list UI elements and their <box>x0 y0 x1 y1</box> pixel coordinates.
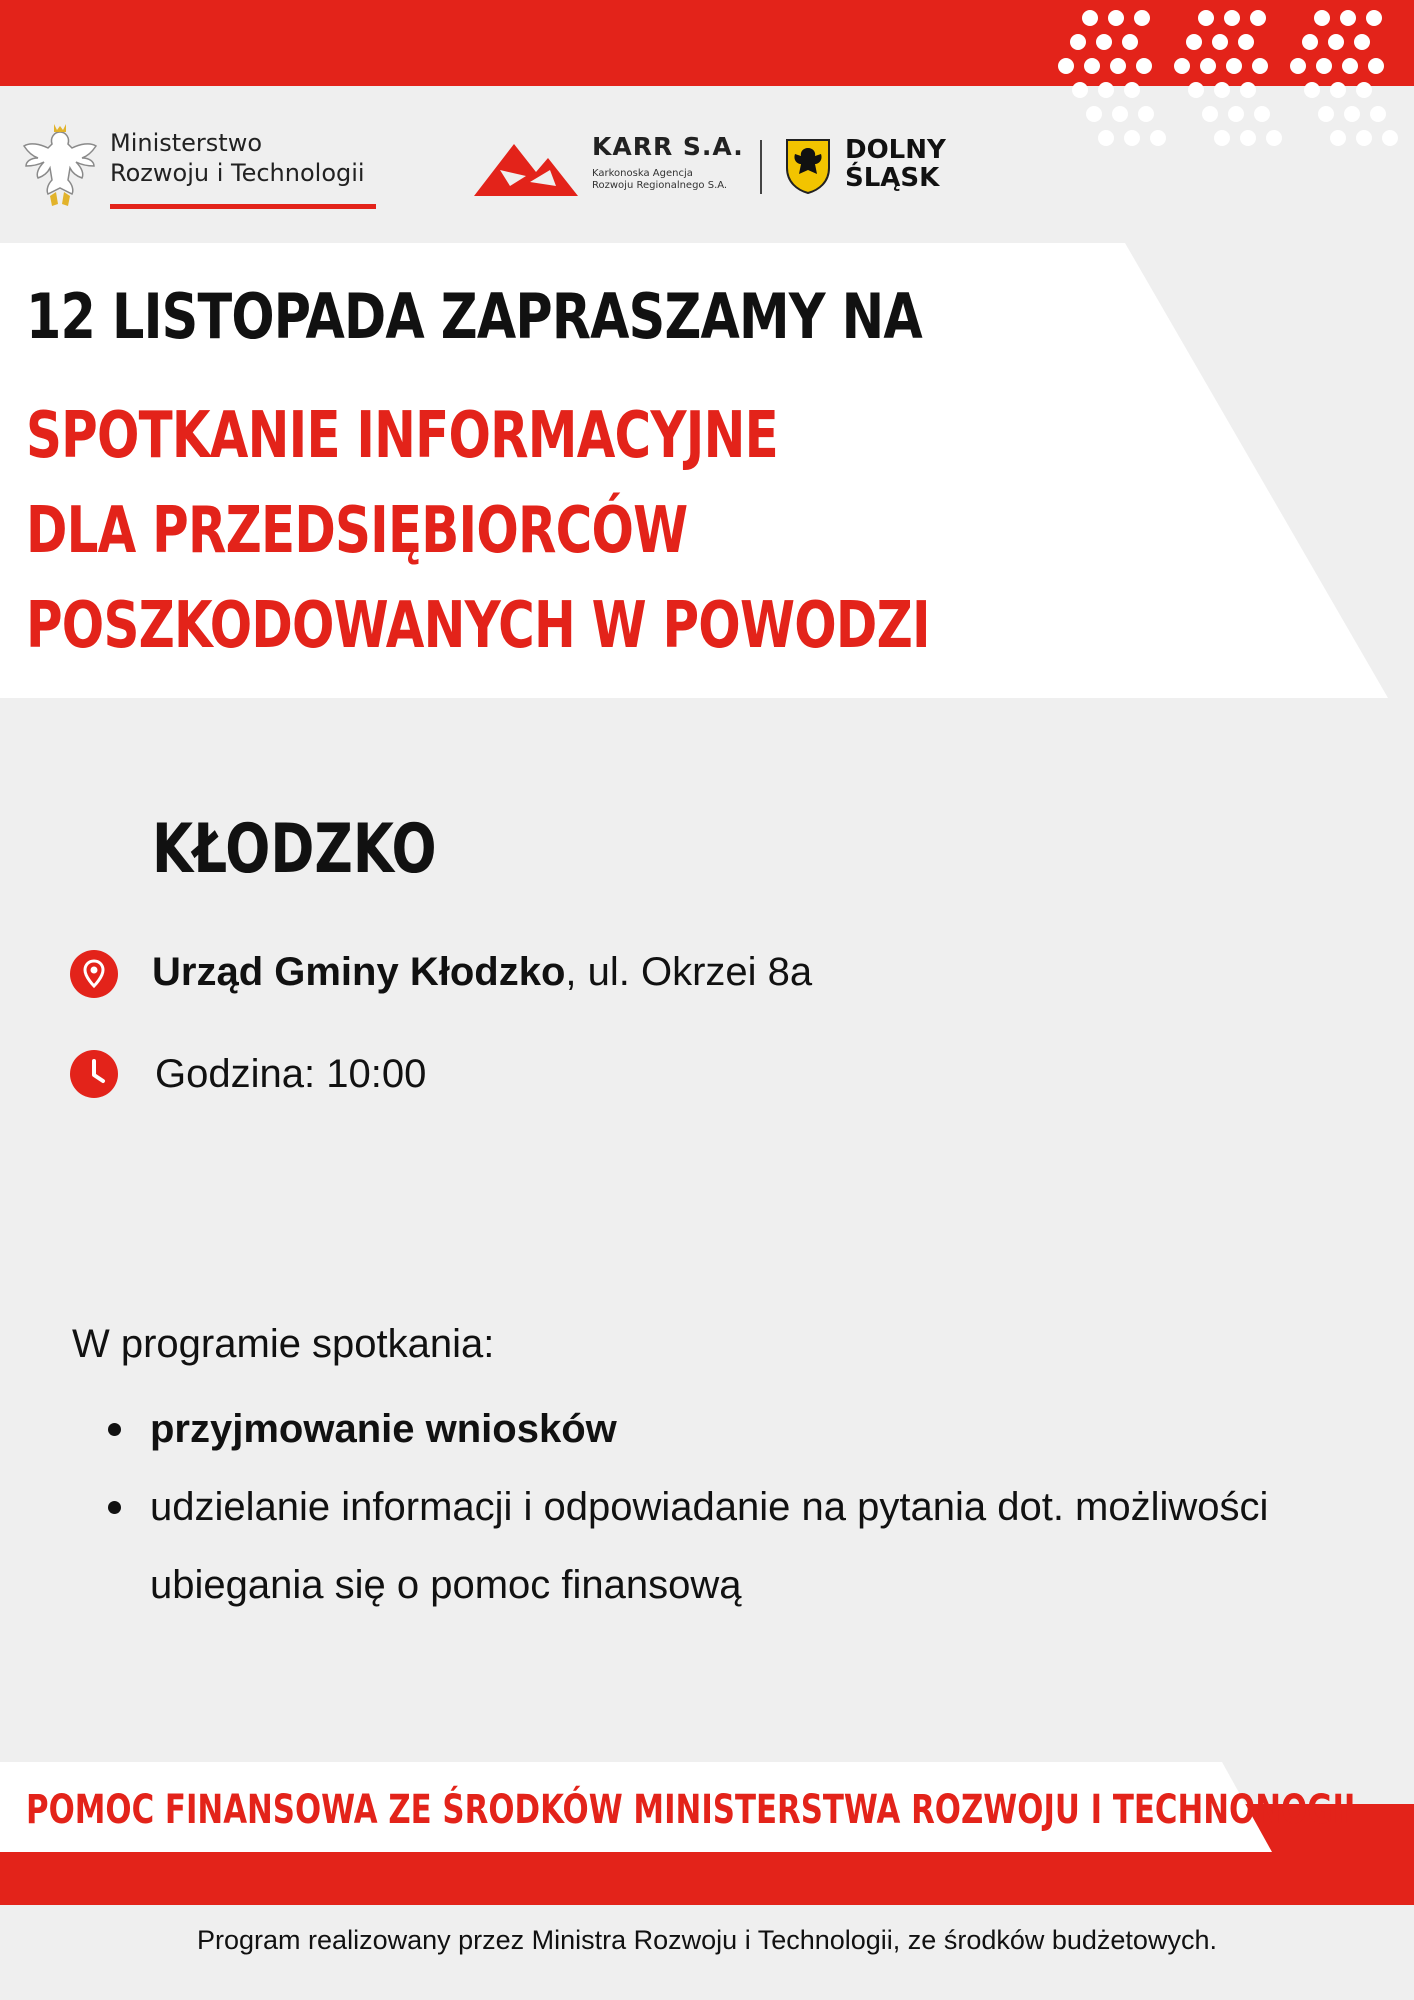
hero-event-title-line1: SPOTKANIE INFORMACYJNE <box>26 399 778 473</box>
list-item: udzielanie informacji i odpowiadanie na pytania dot. możliwości ubiegania się o pomoc finansową <box>100 1468 1360 1624</box>
event-venue: Urząd Gminy Kłodzko <box>152 950 566 994</box>
ministry-name <box>110 128 365 188</box>
dolny-slask-crest-icon <box>785 138 831 194</box>
event-street: , ul. Okrzei 8a <box>565 950 813 994</box>
region-name <box>845 136 946 192</box>
hero-event-title-line3: POSZKODOWANYCH W POWODZI <box>26 589 930 663</box>
clock-icon <box>70 1050 118 1098</box>
karr-subtitle <box>592 168 727 192</box>
region-name-line1: DOLNY <box>845 135 946 165</box>
eagle-emblem-icon <box>20 118 100 210</box>
location-pin-icon <box>70 950 118 998</box>
ministry-logo <box>20 118 380 218</box>
karr-subtitle-line2: Rozwoju Regionalnego S.A. <box>592 180 728 191</box>
logo-separator <box>760 140 762 194</box>
event-time: Godzina: 10:00 <box>155 1052 427 1096</box>
hero-headline: 12 LISTOPADA ZAPRASZAMY NA <box>26 280 922 353</box>
karr-title: KARR S.A. <box>592 132 744 161</box>
hero-event-title <box>26 389 930 674</box>
region-name-line2: ŚLĄSK <box>845 163 940 193</box>
event-city: KŁODZKO <box>152 810 437 889</box>
event-address <box>152 944 812 1000</box>
program-title: W programie spotkania: <box>72 1322 495 1366</box>
partner-logos <box>470 128 990 208</box>
list-item: przyjmowanie wniosków <box>100 1390 1360 1468</box>
ministry-name-line1: Ministerstwo <box>110 129 263 157</box>
ministry-underline <box>110 204 376 209</box>
ministry-name-line2: Rozwoju i Technologii <box>110 159 365 187</box>
karr-subtitle-line1: Karkonoska Agencja <box>592 168 693 179</box>
hero-section <box>0 243 1390 698</box>
decorative-dots <box>1050 0 1414 170</box>
funding-banner: POMOC FINANSOWA ZE ŚRODKÓW MINISTERSTWA ROZWOJU I TECHNONOGII <box>26 1787 1356 1833</box>
karr-mountain-logo-icon <box>470 136 582 202</box>
footer-note: Program realizowany przez Ministra Rozwoju i Technologii, ze środków budżetowych. <box>197 1925 1217 1955</box>
hero-event-title-line2: DLA PRZEDSIĘBIORCÓW <box>26 494 688 568</box>
program-list <box>100 1390 1360 1624</box>
